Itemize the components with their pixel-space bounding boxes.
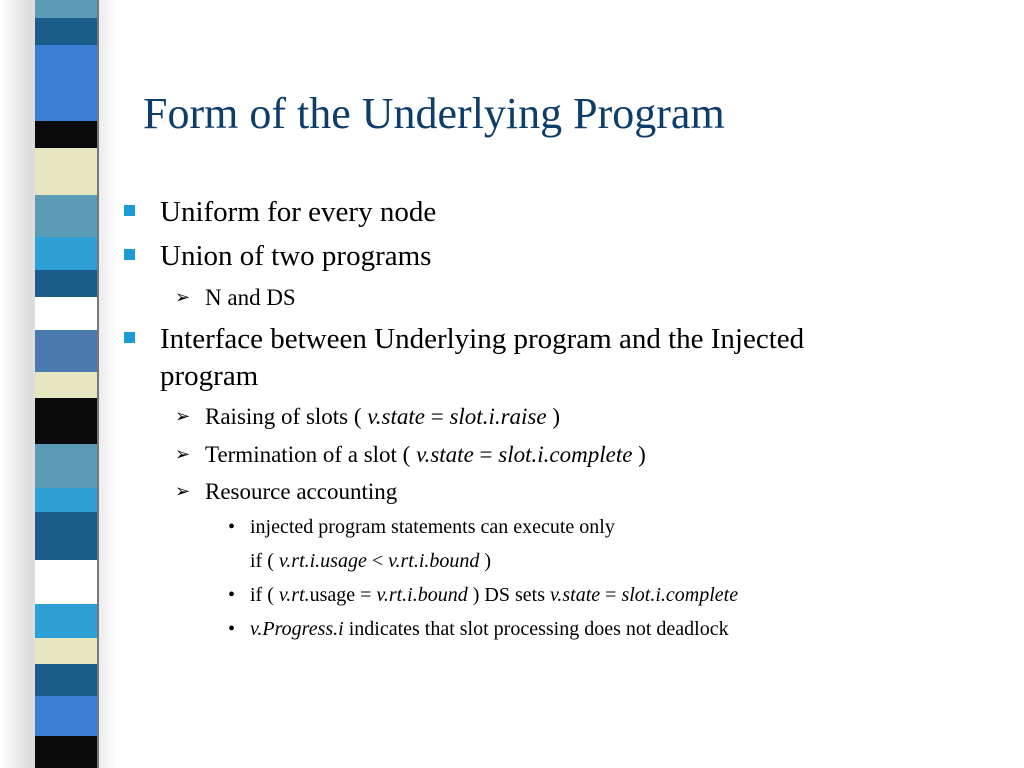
detail-continuation: if ( v.rt.i.usage < v.rt.i.bound ): [250, 550, 492, 572]
arrow-bullet-icon: ➢: [175, 287, 191, 308]
square-bullet-icon: [124, 205, 135, 216]
dot-bullet-icon: •: [228, 618, 236, 640]
slide-content: Uniform for every node Union of two programs ➢ N and DS Interface between Underlying program and the Injected program ➢ Raising of slots ( v.state = slot.i.raise ) ➢ Termination of a slot ( v.state = slot.i.complete ) ➢ Resource accounting • injected program statements can execute only if ( v.rt.i.usage < v.rt.i.bound ) • if ( v.rt.usage = v.rt.i.bound ) DS sets v.state = slot.i.complete • v.Progress.i indicates that slot processing does not deadlock: [0, 0, 1024, 768]
arrow-bullet-icon: ➢: [175, 444, 191, 465]
dot-bullet-icon: •: [228, 584, 236, 606]
square-bullet-icon: [124, 249, 135, 260]
arrow-bullet-icon: ➢: [175, 481, 191, 502]
slide-title: Form of the Underlying Program: [143, 89, 725, 138]
square-bullet-icon: [124, 332, 135, 343]
dot-bullet-icon: •: [228, 516, 236, 538]
arrow-bullet-icon: ➢: [175, 406, 191, 427]
